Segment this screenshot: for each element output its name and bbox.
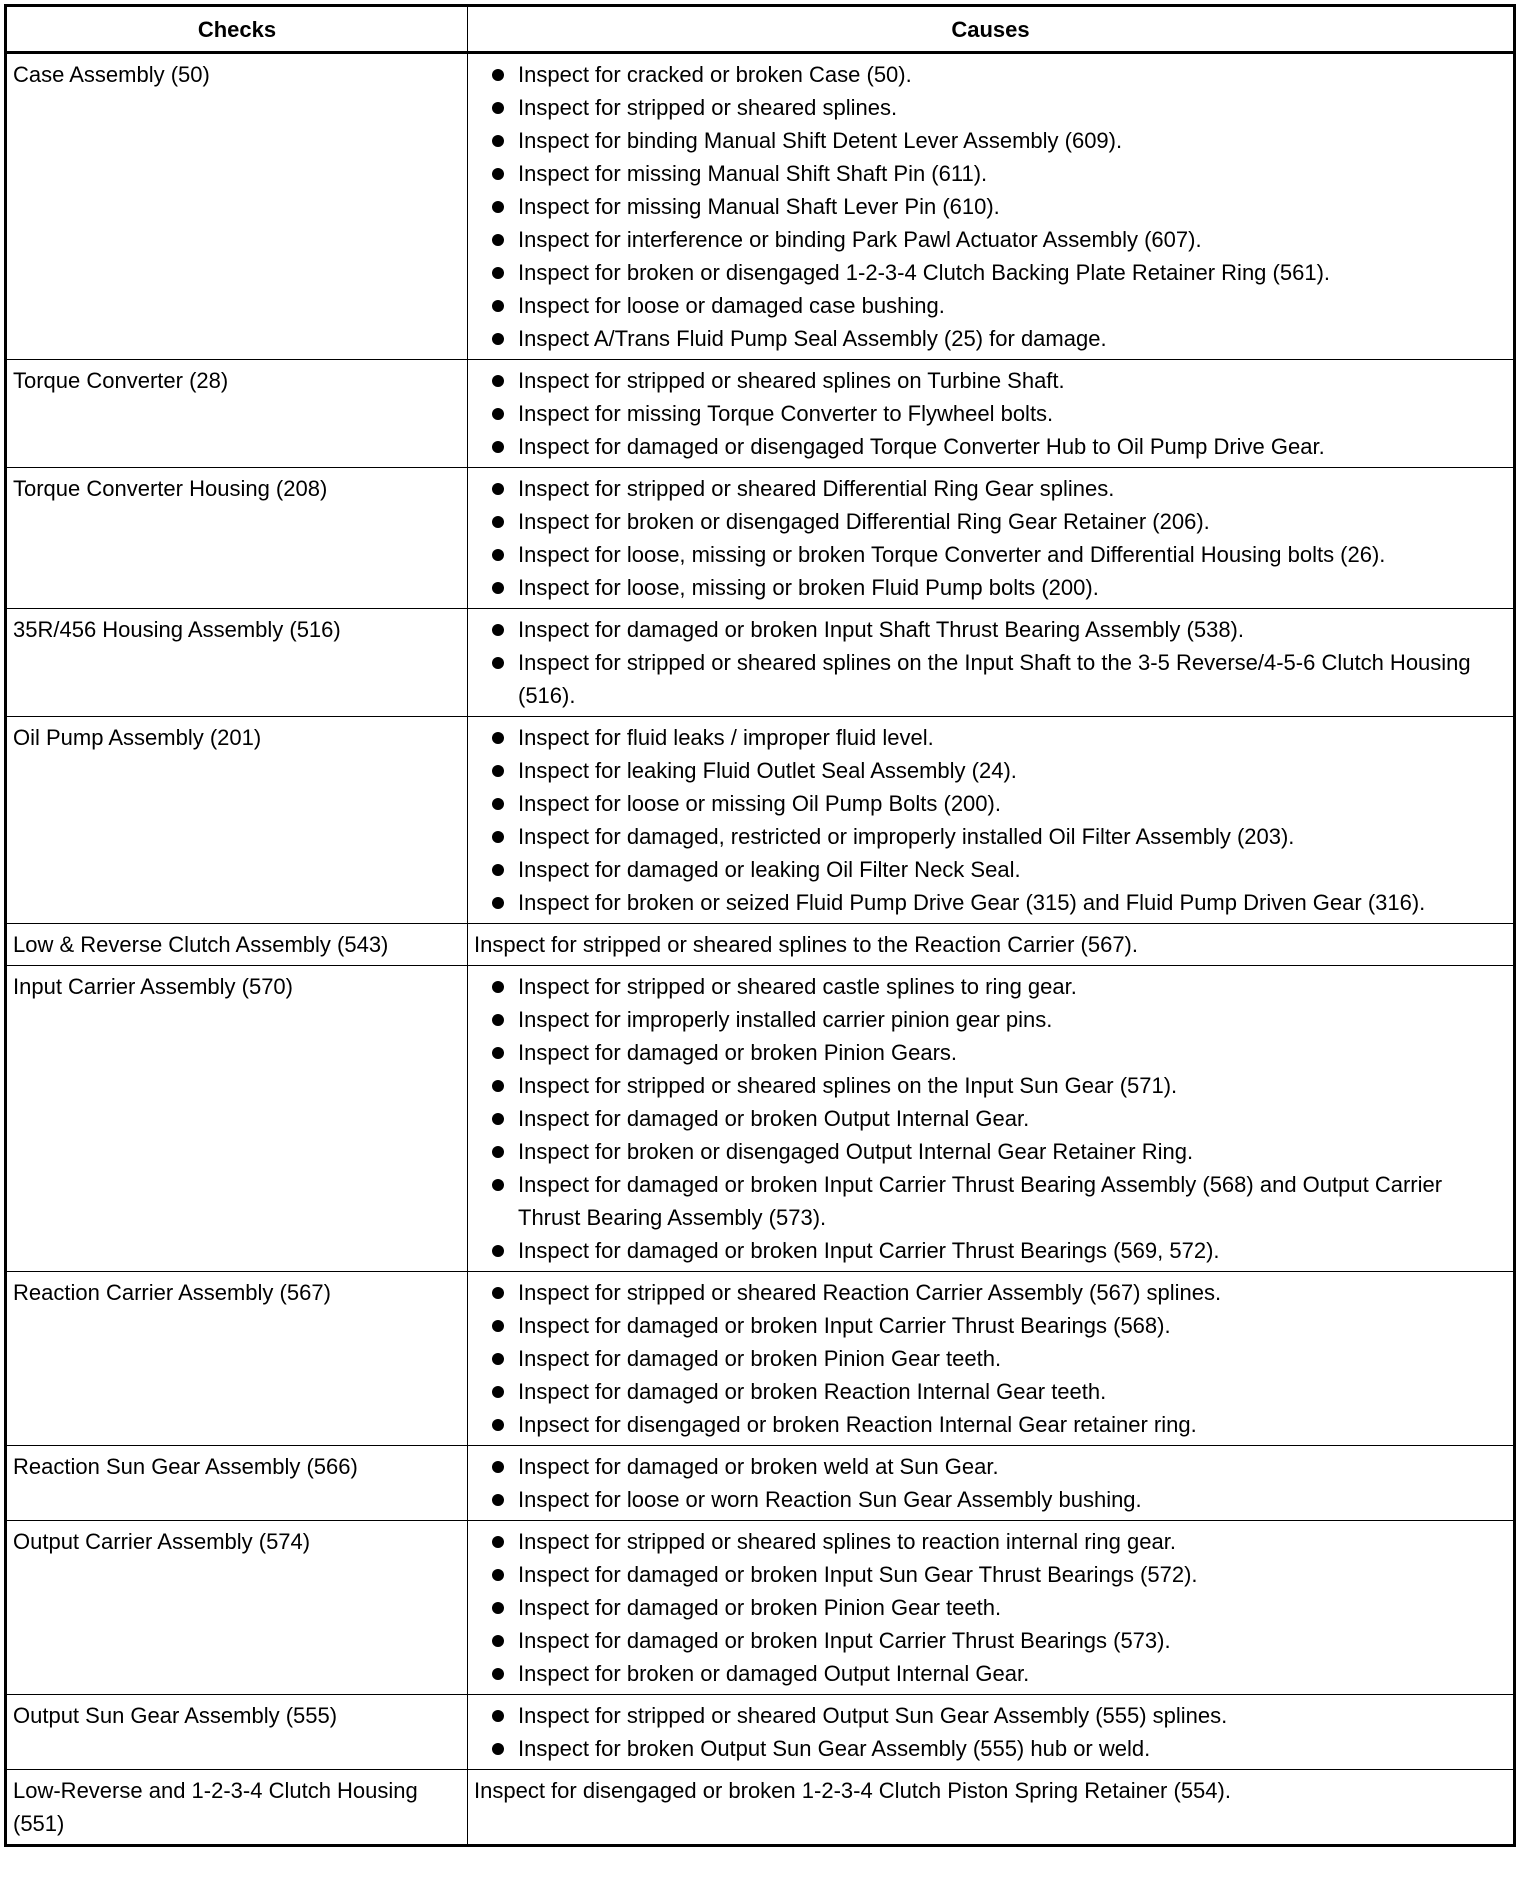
cause-item: Inspect for stripped or sheared splines on the Input Sun Gear (571). — [474, 1069, 1509, 1102]
cause-item: Inspect for damaged, restricted or improperly installed Oil Filter Assembly (203). — [474, 820, 1509, 853]
causes-cell — [468, 1695, 1515, 1770]
check-cell: Low-Reverse and 1-2-3-4 Clutch Housing (551) — [6, 1770, 468, 1846]
cause-item: Inspect for loose, missing or broken Torque Converter and Differential Housing bolts (26). — [474, 538, 1509, 571]
cause-item: Inspect for stripped or sheared splines on Turbine Shaft. — [474, 364, 1509, 397]
causes-list — [474, 58, 1509, 355]
cause-item: Inspect for loose or damaged case bushing. — [474, 289, 1509, 322]
causes-list — [474, 721, 1509, 919]
check-cell: Output Carrier Assembly (574) — [6, 1521, 468, 1695]
header-checks: Checks — [6, 6, 468, 53]
cause-item: Inspect for damaged or disengaged Torque Converter Hub to Oil Pump Drive Gear. — [474, 430, 1509, 463]
table-row — [6, 1770, 1515, 1846]
cause-item: Inspect for stripped or sheared splines. — [474, 91, 1509, 124]
cause-item: Inspect for stripped or sheared castle splines to ring gear. — [474, 970, 1509, 1003]
cause-item: Inspect for missing Manual Shift Shaft Pin (611). — [474, 157, 1509, 190]
causes-cell — [468, 1521, 1515, 1695]
cause-item: Inspect for broken Output Sun Gear Assembly (555) hub or weld. — [474, 1732, 1509, 1765]
table-row — [6, 924, 1515, 966]
causes-list — [474, 1525, 1509, 1690]
cause-item: Inspect for damaged or broken Pinion Gear teeth. — [474, 1591, 1509, 1624]
check-cell: Input Carrier Assembly (570) — [6, 966, 468, 1272]
check-cell: Torque Converter Housing (208) — [6, 468, 468, 609]
causes-cell — [468, 609, 1515, 717]
cause-item: Inspect for loose or missing Oil Pump Bolts (200). — [474, 787, 1509, 820]
check-cell: Oil Pump Assembly (201) — [6, 717, 468, 924]
causes-list — [474, 1699, 1509, 1765]
check-cell: Reaction Carrier Assembly (567) — [6, 1272, 468, 1446]
table-row — [6, 360, 1515, 468]
table-row — [6, 1446, 1515, 1521]
cause-item: Inspect for missing Torque Converter to Flywheel bolts. — [474, 397, 1509, 430]
cause-item: Inspect for broken or damaged Output Internal Gear. — [474, 1657, 1509, 1690]
check-cell: Low & Reverse Clutch Assembly (543) — [6, 924, 468, 966]
causes-list — [474, 364, 1509, 463]
check-cell: Reaction Sun Gear Assembly (566) — [6, 1446, 468, 1521]
cause-item: Inspect for damaged or broken Input Carrier Thrust Bearings (573). — [474, 1624, 1509, 1657]
cause-item: Inspect for interference or binding Park Pawl Actuator Assembly (607). — [474, 223, 1509, 256]
cause-item: Inspect for damaged or broken Input Carrier Thrust Bearing Assembly (568) and Output Carrier Thrust Bearing Assembly (573). — [474, 1168, 1509, 1234]
cause-item: Inspect for cracked or broken Case (50). — [474, 58, 1509, 91]
checks-causes-table — [4, 4, 1516, 1847]
table-row — [6, 1695, 1515, 1770]
causes-cell — [468, 717, 1515, 924]
header-causes: Causes — [468, 6, 1515, 53]
causes-cell: Inspect for stripped or sheared splines to the Reaction Carrier (567). — [468, 924, 1515, 966]
cause-item: Inspect for stripped or sheared splines to reaction internal ring gear. — [474, 1525, 1509, 1558]
causes-cell — [468, 1446, 1515, 1521]
cause-item: Inspect for binding Manual Shift Detent Lever Assembly (609). — [474, 124, 1509, 157]
table-row — [6, 1272, 1515, 1446]
causes-cell — [468, 468, 1515, 609]
cause-item: Inspect for damaged or broken Reaction Internal Gear teeth. — [474, 1375, 1509, 1408]
cause-item: Inpsect for disengaged or broken Reaction Internal Gear retainer ring. — [474, 1408, 1509, 1441]
check-cell: 35R/456 Housing Assembly (516) — [6, 609, 468, 717]
cause-item: Inspect for damaged or broken Pinion Gears. — [474, 1036, 1509, 1069]
table-row — [6, 53, 1515, 360]
cause-item: Inspect for stripped or sheared splines on the Input Shaft to the 3-5 Reverse/4-5-6 Clutch Housing (516). — [474, 646, 1509, 712]
check-cell: Torque Converter (28) — [6, 360, 468, 468]
cause-item: Inspect for loose, missing or broken Fluid Pump bolts (200). — [474, 571, 1509, 604]
table-row — [6, 717, 1515, 924]
cause-item: Inspect for broken or disengaged Differential Ring Gear Retainer (206). — [474, 505, 1509, 538]
table-row — [6, 609, 1515, 717]
causes-list — [474, 613, 1509, 712]
cause-item: Inspect for stripped or sheared Differential Ring Gear splines. — [474, 472, 1509, 505]
cause-item: Inspect for damaged or leaking Oil Filter Neck Seal. — [474, 853, 1509, 886]
causes-cell — [468, 1272, 1515, 1446]
table-row — [6, 966, 1515, 1272]
causes-list — [474, 472, 1509, 604]
causes-list — [474, 1450, 1509, 1516]
cause-item: Inspect for damaged or broken Input Sun Gear Thrust Bearings (572). — [474, 1558, 1509, 1591]
cause-item: Inspect for broken or disengaged Output Internal Gear Retainer Ring. — [474, 1135, 1509, 1168]
causes-cell — [468, 360, 1515, 468]
cause-item: Inspect for damaged or broken Input Carrier Thrust Bearings (569, 572). — [474, 1234, 1509, 1267]
cause-item: Inspect for damaged or broken Pinion Gear teeth. — [474, 1342, 1509, 1375]
cause-item: Inspect for damaged or broken weld at Sun Gear. — [474, 1450, 1509, 1483]
causes-cell — [468, 966, 1515, 1272]
cause-item: Inspect for fluid leaks / improper fluid level. — [474, 721, 1509, 754]
cause-item: Inspect for loose or worn Reaction Sun Gear Assembly bushing. — [474, 1483, 1509, 1516]
causes-list — [474, 970, 1509, 1267]
cause-item: Inspect for missing Manual Shaft Lever Pin (610). — [474, 190, 1509, 223]
causes-cell — [468, 53, 1515, 360]
cause-item: Inspect for improperly installed carrier pinion gear pins. — [474, 1003, 1509, 1036]
cause-item: Inspect for stripped or sheared Output Sun Gear Assembly (555) splines. — [474, 1699, 1509, 1732]
cause-item: Inspect for broken or disengaged 1-2-3-4 Clutch Backing Plate Retainer Ring (561). — [474, 256, 1509, 289]
cause-item: Inspect for leaking Fluid Outlet Seal Assembly (24). — [474, 754, 1509, 787]
cause-item: Inspect for damaged or broken Input Carrier Thrust Bearings (568). — [474, 1309, 1509, 1342]
causes-list — [474, 1276, 1509, 1441]
check-cell: Output Sun Gear Assembly (555) — [6, 1695, 468, 1770]
cause-item: Inspect for damaged or broken Input Shaft Thrust Bearing Assembly (538). — [474, 613, 1509, 646]
causes-cell: Inspect for disengaged or broken 1-2-3-4 Clutch Piston Spring Retainer (554). — [468, 1770, 1515, 1846]
table-row — [6, 1521, 1515, 1695]
table-row — [6, 468, 1515, 609]
check-cell: Case Assembly (50) — [6, 53, 468, 360]
cause-item: Inspect for broken or seized Fluid Pump Drive Gear (315) and Fluid Pump Driven Gear (316). — [474, 886, 1509, 919]
cause-item: Inspect A/Trans Fluid Pump Seal Assembly (25) for damage. — [474, 322, 1509, 355]
cause-item: Inspect for stripped or sheared Reaction Carrier Assembly (567) splines. — [474, 1276, 1509, 1309]
cause-item: Inspect for damaged or broken Output Internal Gear. — [474, 1102, 1509, 1135]
